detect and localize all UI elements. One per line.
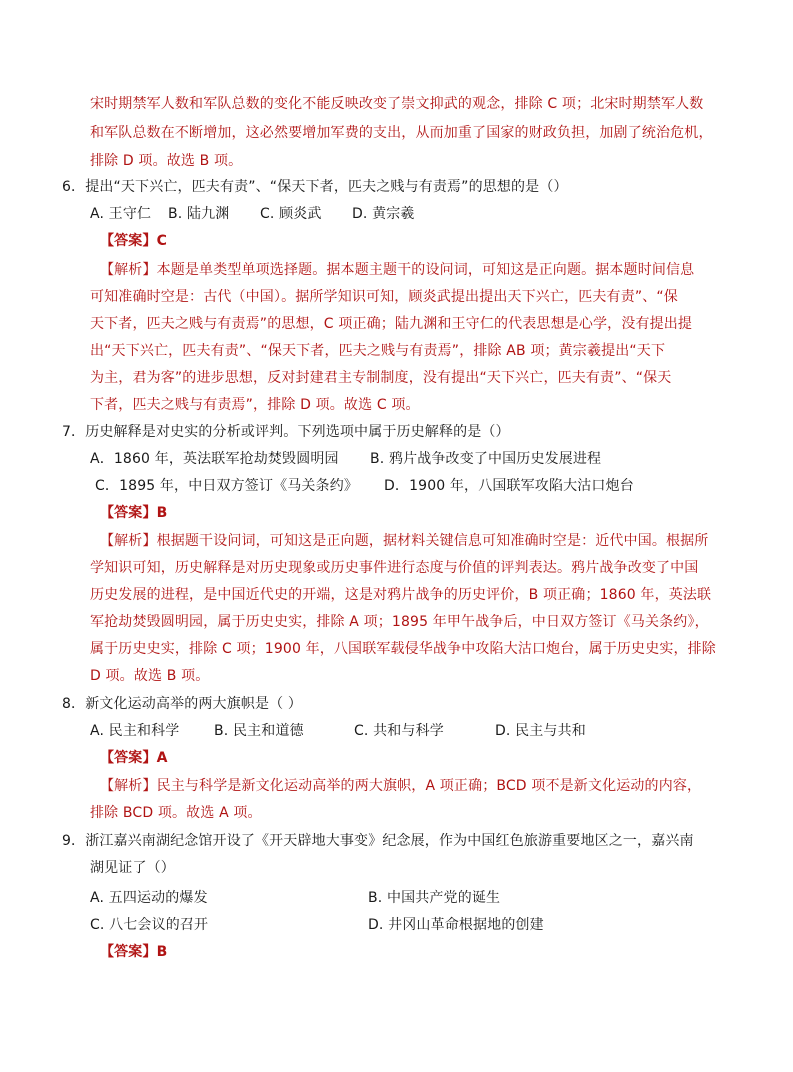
question-6-explanation-line: 出“天下兴亡，匹夫有责”、“保天下者，匹夫之贱与有责焉”，排除 AB 项；黄宗羲提出“天下: [90, 343, 666, 359]
question-8-stem: 8．新文化运动高举的两大旗帜是（ ）: [62, 696, 303, 712]
question-9-stem: 9．浙江嘉兴南湖纪念馆开设了《开天辟地大事变》纪念展，作为中国红色旅游重要地区之一，嘉兴南: [62, 833, 694, 849]
explanation-continued-line: 宋时期禁军人数和军队总数的变化不能反映改变了崇文抑武的观念，排除 C 项；北宋时期禁军人数: [90, 96, 704, 112]
question-7-stem: 7．历史解释是对史实的分析或评判。下列选项中属于历史解释的是（）: [62, 424, 510, 440]
question-6-answer: 【答案】C: [100, 233, 168, 249]
question-8-explanation-line: 【解析】民主与科学是新文化运动高举的两大旗帜，A 项正确；BCD 项不是新文化运动的内容，: [100, 778, 702, 794]
option-d: D. 民主与共和: [495, 723, 586, 739]
question-6-explanation-line: 可知准确时空是：古代（中国）。据所学知识可知，顾炎武提出提出天下兴亡，匹夫有责”、“保: [90, 289, 678, 305]
question-9-answer: 【答案】B: [100, 944, 168, 960]
question-7-option-c: C．1895 年，中日双方签订《马关条约》: [95, 478, 359, 494]
question-7-option-d: D．1900 年，八国联军攻陷大沽口炮台: [384, 478, 634, 494]
question-6-explanation-line: 天下者，匹夫之贱与有责焉”的思想，C 项正确；陆九渊和王守仁的代表思想是心学，没有提出提: [90, 316, 693, 332]
question-7-option-a: A．1860 年，英法联军抢劫焚毁圆明园: [90, 451, 339, 467]
option-b: B. 民主和道德: [214, 723, 304, 739]
question-7-explanation-line: 历史发展的进程，是中国近代史的开端，这是对鸦片战争的历史评价，B 项正确；1860 年，英法联: [90, 587, 712, 603]
question-7-explanation-line: 学知识可知，历史解释是对历史现象或历史事件进行态度与价值的评判表达。鸦片战争改变了中国: [90, 560, 699, 576]
option-b: B. 陆九渊: [168, 206, 230, 222]
question-7-explanation-line: 属于历史史实，排除 C 项；1900 年，八国联军载侵华战争中攻陷大沽口炮台，属于历史史实，排除: [90, 641, 716, 657]
option-d: D. 黄宗羲: [352, 206, 415, 222]
question-6-explanation-line: 为主，君为客”的进步思想，反对封建君主专制制度，没有提出“天下兴亡，匹夫有责”、“保天: [90, 370, 672, 386]
question-7-answer: 【答案】B: [100, 505, 168, 521]
question-7-explanation-line: 军抢劫焚毁圆明园，属于历史史实，排除 A 项；1895 年甲午战争后，中日双方签订《马关条约》，: [90, 614, 709, 630]
question-7-option-b: B. 鸦片战争改变了中国历史发展进程: [370, 451, 602, 467]
question-9-option-b: B. 中国共产党的诞生: [368, 890, 501, 906]
explanation-continued-line: 排除 D 项。故选 B 项。: [90, 153, 243, 169]
option-c: C. 共和与科学: [354, 723, 444, 739]
question-9-stem-continued: 湖见证了（）: [90, 860, 175, 876]
question-9-option-c: C. 八七会议的召开: [90, 917, 209, 933]
question-6-options: [90, 204, 690, 224]
option-a: A. 王守仁: [90, 206, 152, 222]
question-6-explanation-line: 下者，匹夫之贱与有责焉”，排除 D 项。故选 C 项。: [90, 397, 420, 413]
question-9-option-d: D. 井冈山革命根据地的创建: [368, 917, 544, 933]
question-8-explanation-line: 排除 BCD 项。故选 A 项。: [90, 805, 262, 821]
explanation-continued-line: 和军队总数在不断增加，这必然要增加军费的支出，从而加重了国家的财政负担，加剧了统治危机，: [90, 125, 713, 141]
option-a: A. 民主和科学: [90, 723, 180, 739]
question-9-option-a: A. 五四运动的爆发: [90, 890, 208, 906]
question-8-answer: 【答案】A: [100, 750, 168, 766]
question-8-options: [90, 721, 690, 741]
question-7-explanation-line: 【解析】根据题干设问词，可知这是正向题，据材料关键信息可知准确时空是：近代中国。根据所: [100, 533, 709, 549]
question-7-explanation-line: D 项。故选 B 项。: [90, 668, 210, 684]
question-6-stem: 6．提出“天下兴亡，匹夫有责”、“保天下者，匹夫之贱与有责焉”的思想的是（）: [62, 179, 568, 195]
option-c: C. 顾炎武: [260, 206, 322, 222]
question-6-explanation-line: 【解析】本题是单类型单项选择题。据本题主题干的设问词，可知这是正向题。据本题时间信息: [100, 262, 695, 278]
